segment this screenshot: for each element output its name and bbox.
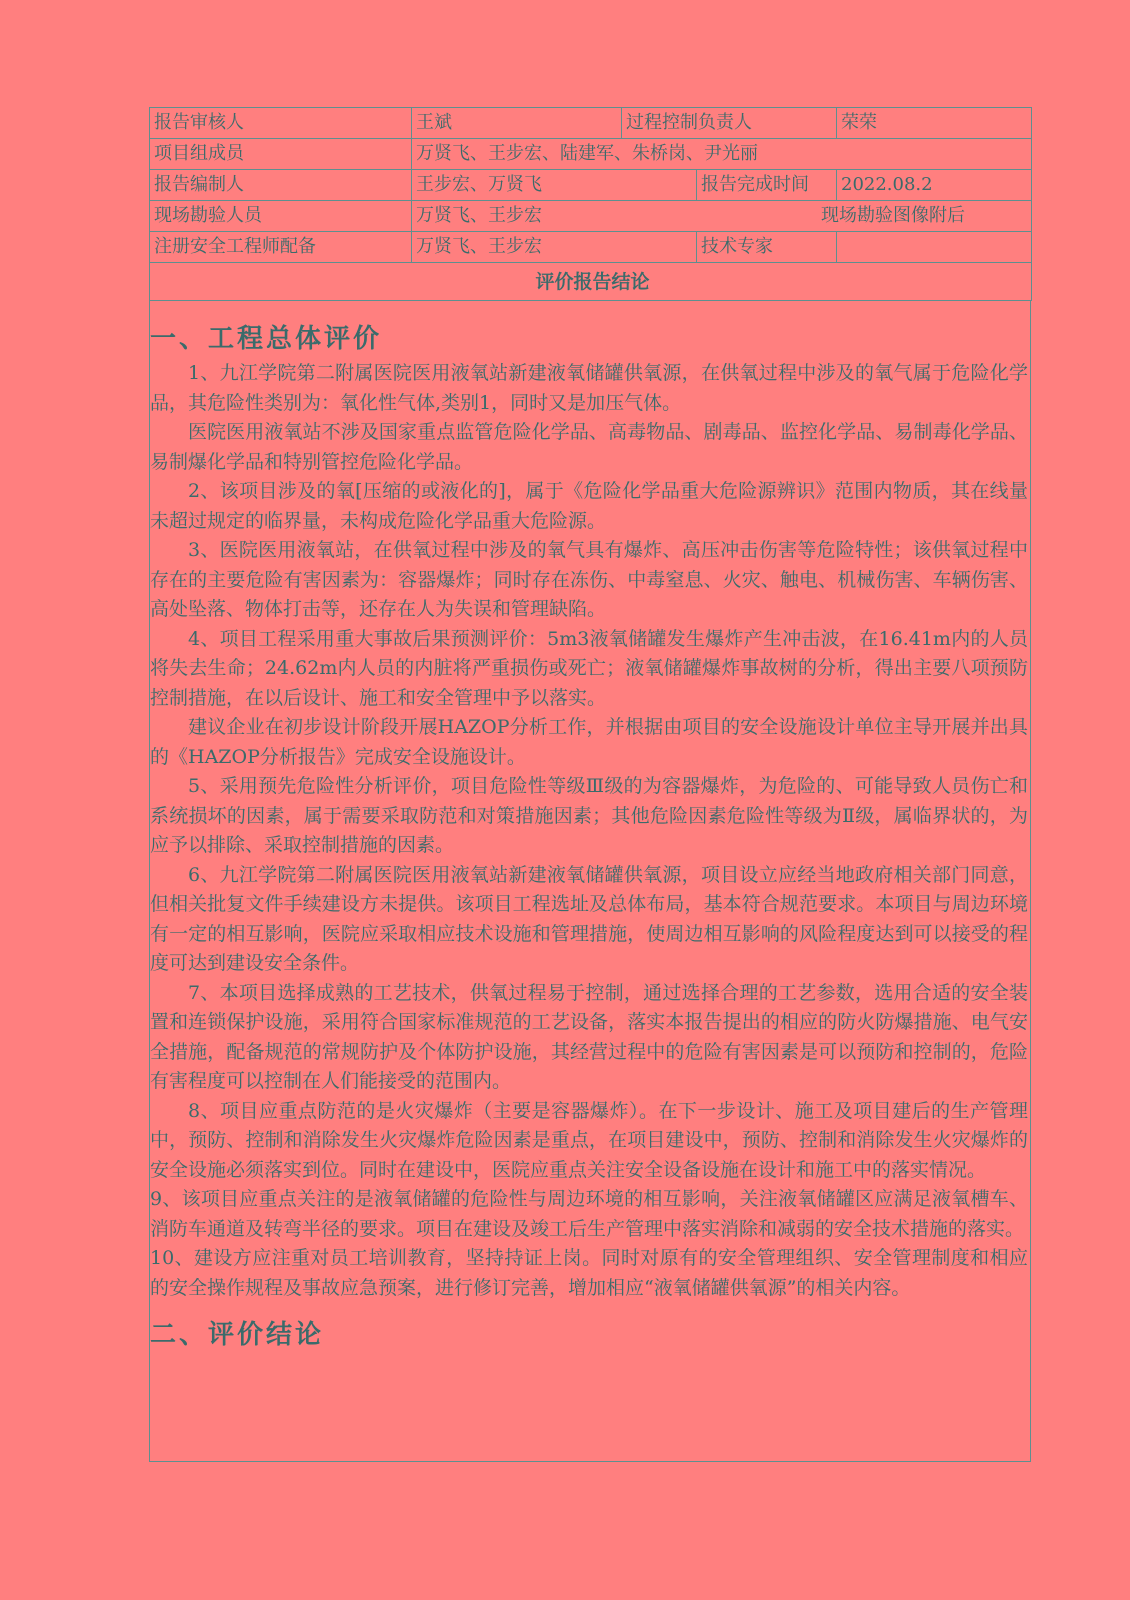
process-control-value: 荣荣 xyxy=(837,108,1032,139)
table-row xyxy=(150,108,1032,139)
survey-cell xyxy=(412,201,1032,232)
paragraph: 建议企业在初步设计阶段开展HAZOP分析工作，并根据由项目的安全设施设计单位主导开展并出具的《HAZOP分析报告》完成安全设施设计。 xyxy=(150,716,1028,768)
paragraph: 6、九江学院第二附属医院医用液氧站新建液氧储罐供氧源，项目设立应经当地政府相关部门同意，但相关批复文件手续建设方未提供。该项目工程选址及总体布局，基本符合规范要求。本项目与周边环境有一定的相互影响，医院应采取相应技术设施和管理措施，使周边相互影响的风险程度达到可以接受的程度可达到建设安全条件。 xyxy=(150,863,1028,974)
process-control-label: 过程控制负责人 xyxy=(622,108,837,139)
author-value: 王步宏、万贤飞 xyxy=(412,170,697,201)
paragraph: 4、项目工程采用重大事故后果预测评价：5m3液氧储罐发生爆炸产生冲击波，在16.41m内的人员将失去生命；24.62m内人员的内脏将严重损伤或死亡；液氧储罐爆炸事故树的分析，得出主要八项预防控制措施，在以后设计、施工和安全管理中予以落实。 xyxy=(150,627,1028,709)
table-row xyxy=(150,139,1032,170)
paragraph: 5、采用预先危险性分析评价，项目危险性等级Ⅲ级的为容器爆炸，为危险的、可能导致人员伤亡和系统损坏的因素，属于需要采取防范和对策措施因素；其他危险因素危险性等级为Ⅱ级，属临界状的，为应予以排除、采取控制措施的因素。 xyxy=(150,775,1028,856)
paragraph: 10、建设方应注重对员工培训教育，坚持持证上岗。同时对原有的安全管理组织、安全管理制度和相应的安全操作规程及事故应急预案，进行修订完善，增加相应“液氧储罐供氧源”的相关内容。 xyxy=(150,1247,1028,1299)
engineer-value: 万贤飞、王步宏 xyxy=(412,232,697,263)
table-row xyxy=(150,232,1032,263)
conclusion-title: 评价报告结论 xyxy=(150,263,1032,301)
members-label: 项目组成员 xyxy=(150,139,412,170)
paragraph: 1、九江学院第二附属医院医用液氧站新建液氧储罐供氧源，在供氧过程中涉及的氧气属于危险化学品，其危险性类别为：氧化性气体,类别1，同时又是加压气体。 xyxy=(150,362,1028,414)
paragraph: 医院医用液氧站不涉及国家重点监管危险化学品、高毒物品、剧毒品、监控化学品、易制毒化学品、易制爆化学品和特别管控危险化学品。 xyxy=(150,421,1028,473)
reviewer-value: 王斌 xyxy=(412,108,622,139)
table-row xyxy=(150,201,1032,232)
paragraph: 2、该项目涉及的氧[压缩的或液化的]，属于《危险化学品重大危险源辨识》范围内物质，其在线量未超过规定的临界量，未构成危险化学品重大危险源。 xyxy=(150,480,1028,532)
report-info-table xyxy=(149,107,1032,301)
paragraph: 7、本项目选择成熟的工艺技术，供氧过程易于控制，通过选择合理的工艺参数，选用合适的安全装置和连锁保护设施，采用符合国家标准规范的工艺设备，落实本报告提出的相应的防火防爆措施、电气安全措施，配备规范的常规防护及个体防护设施，其经营过程中的危险有害因素是可以预防和控制的，危险有害程度可以控制在人们能接受的范围内。 xyxy=(150,981,1028,1092)
section-heading-overall: 一、工程总体评价 xyxy=(150,324,383,354)
section-heading-conclusion: 二、评价结论 xyxy=(150,1320,325,1350)
table-row xyxy=(150,170,1032,201)
survey-label: 现场勘验人员 xyxy=(150,201,412,232)
expert-value xyxy=(837,232,1032,263)
conclusion-body xyxy=(149,301,1031,1462)
engineer-label: 注册安全工程师配备 xyxy=(150,232,412,263)
survey-value: 万贤飞、王步宏 xyxy=(416,205,542,226)
survey-note: 现场勘验图像附后 xyxy=(821,205,965,226)
table-row xyxy=(150,263,1032,301)
finish-time-label: 报告完成时间 xyxy=(697,170,837,201)
reviewer-label: 报告审核人 xyxy=(150,108,412,139)
paragraph: 9、该项目应重点关注的是液氧储罐的危险性与周边环境的相互影响，关注液氧储罐区应满足液氧槽车、消防车通道及转弯半径的要求。项目在建设及竣工后生产管理中落实消除和减弱的安全技术措施的落实。 xyxy=(150,1188,1028,1240)
finish-time-value: 2022.08.2 xyxy=(837,170,1032,201)
paragraph: 8、项目应重点防范的是火灾爆炸（主要是容器爆炸）。在下一步设计、施工及项目建后的生产管理中，预防、控制和消除发生火灾爆炸危险因素是重点，在项目建设中，预防、控制和消除发生火灾爆炸的安全设施必须落实到位。同时在建设中，医院应重点关注安全设备设施在设计和施工中的落实情况。 xyxy=(150,1099,1028,1181)
report-page xyxy=(149,107,1031,1492)
paragraph: 3、医院医用液氧站，在供氧过程中涉及的氧气具有爆炸、高压冲击伤害等危险特性；该供氧过程中存在的主要危险有害因素为：容器爆炸；同时存在冻伤、中毒窒息、火灾、触电、机械伤害、车辆伤害、高处坠落、物体打击等，还存在人为失误和管理缺陷。 xyxy=(150,539,1028,620)
expert-label: 技术专家 xyxy=(697,232,837,263)
author-label: 报告编制人 xyxy=(150,170,412,201)
members-value: 万贤飞、王步宏、陆建军、朱桥岗、尹光丽 xyxy=(412,139,1032,170)
